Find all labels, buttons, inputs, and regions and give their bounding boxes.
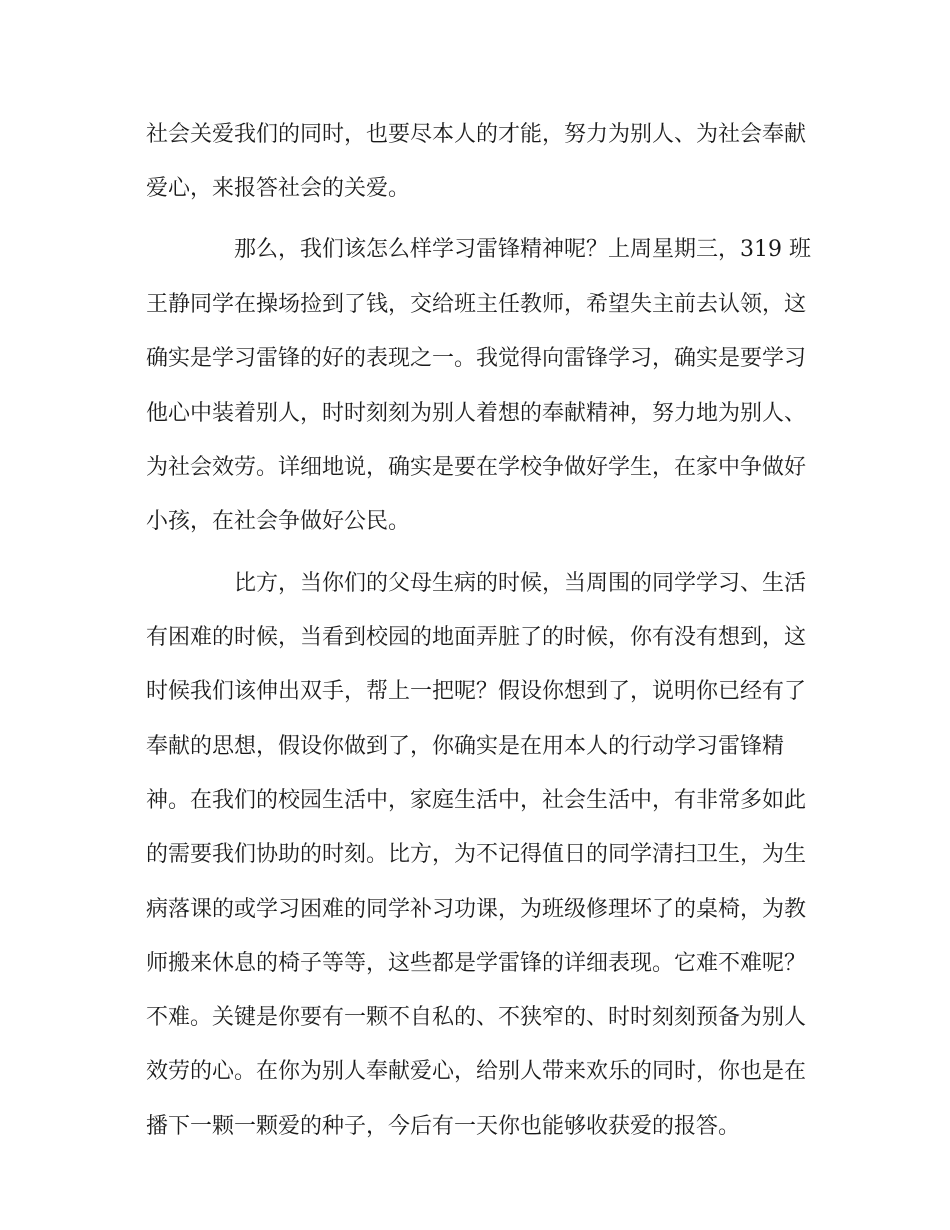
paragraph-first-line: 那么，我们该怎么样学习雷锋精神呢？上周星期三，319 班 <box>234 237 811 262</box>
text-line: 他心中装着别人，时时刻刻为别人着想的奉献精神，努力地为别人、 <box>146 401 807 426</box>
text-line: 王静同学在操场捡到了钱，交给班主任教师，希望失主前去认领，这 <box>146 292 807 317</box>
text-line: 为社会效劳。详细地说，确实是要在学校争做好学生，在家中争做好 <box>146 455 807 480</box>
text-line: 神。在我们的校园生活中，家庭生活中，社会生活中，有非常多如此 <box>146 788 807 813</box>
text-line: 师搬来休息的椅子等等，这些都是学雷锋的详细表现。它难不难呢？ <box>146 951 807 976</box>
text-line: 播下一颗一颗爱的种子，今后有一天你也能够收获爱的报答。 <box>146 1114 741 1139</box>
text-line: 爱心，来报答社会的关爱。 <box>146 176 411 201</box>
text-line: 小孩，在社会争做好公民。 <box>146 509 411 534</box>
text-line: 确实是学习雷锋的好的表现之一。我觉得向雷锋学习，确实是要学习 <box>146 346 807 371</box>
text-line: 不难。关键是你要有一颗不自私的、不狭窄的、时时刻刻预备为别人 <box>146 1005 807 1030</box>
text-line: 奉献的思想，假设你做到了，你确实是在用本人的行动学习雷锋精 <box>146 734 785 759</box>
text-line: 的需要我们协助的时刻。比方，为不记得值日的同学清扫卫生，为生 <box>146 842 807 867</box>
paragraph-first-line: 比方，当你们的父母生病的时候，当周围的同学学习、生活 <box>234 571 807 596</box>
text-line: 社会关爱我们的同时，也要尽本人的才能，努力为别人、为社会奉献 <box>146 122 807 147</box>
text-line: 效劳的心。在你为别人奉献爱心，给别人带来欢乐的同时，你也是在 <box>146 1059 807 1084</box>
text-line: 病落课的或学习困难的同学补习功课，为班级修理坏了的桌椅，为教 <box>146 897 807 922</box>
text-line: 有困难的时候，当看到校园的地面弄脏了的时候，你有没有想到，这 <box>146 625 807 650</box>
text-line: 时候我们该伸出双手，帮上一把呢？假设你想到了，说明你已经有了 <box>146 679 807 704</box>
